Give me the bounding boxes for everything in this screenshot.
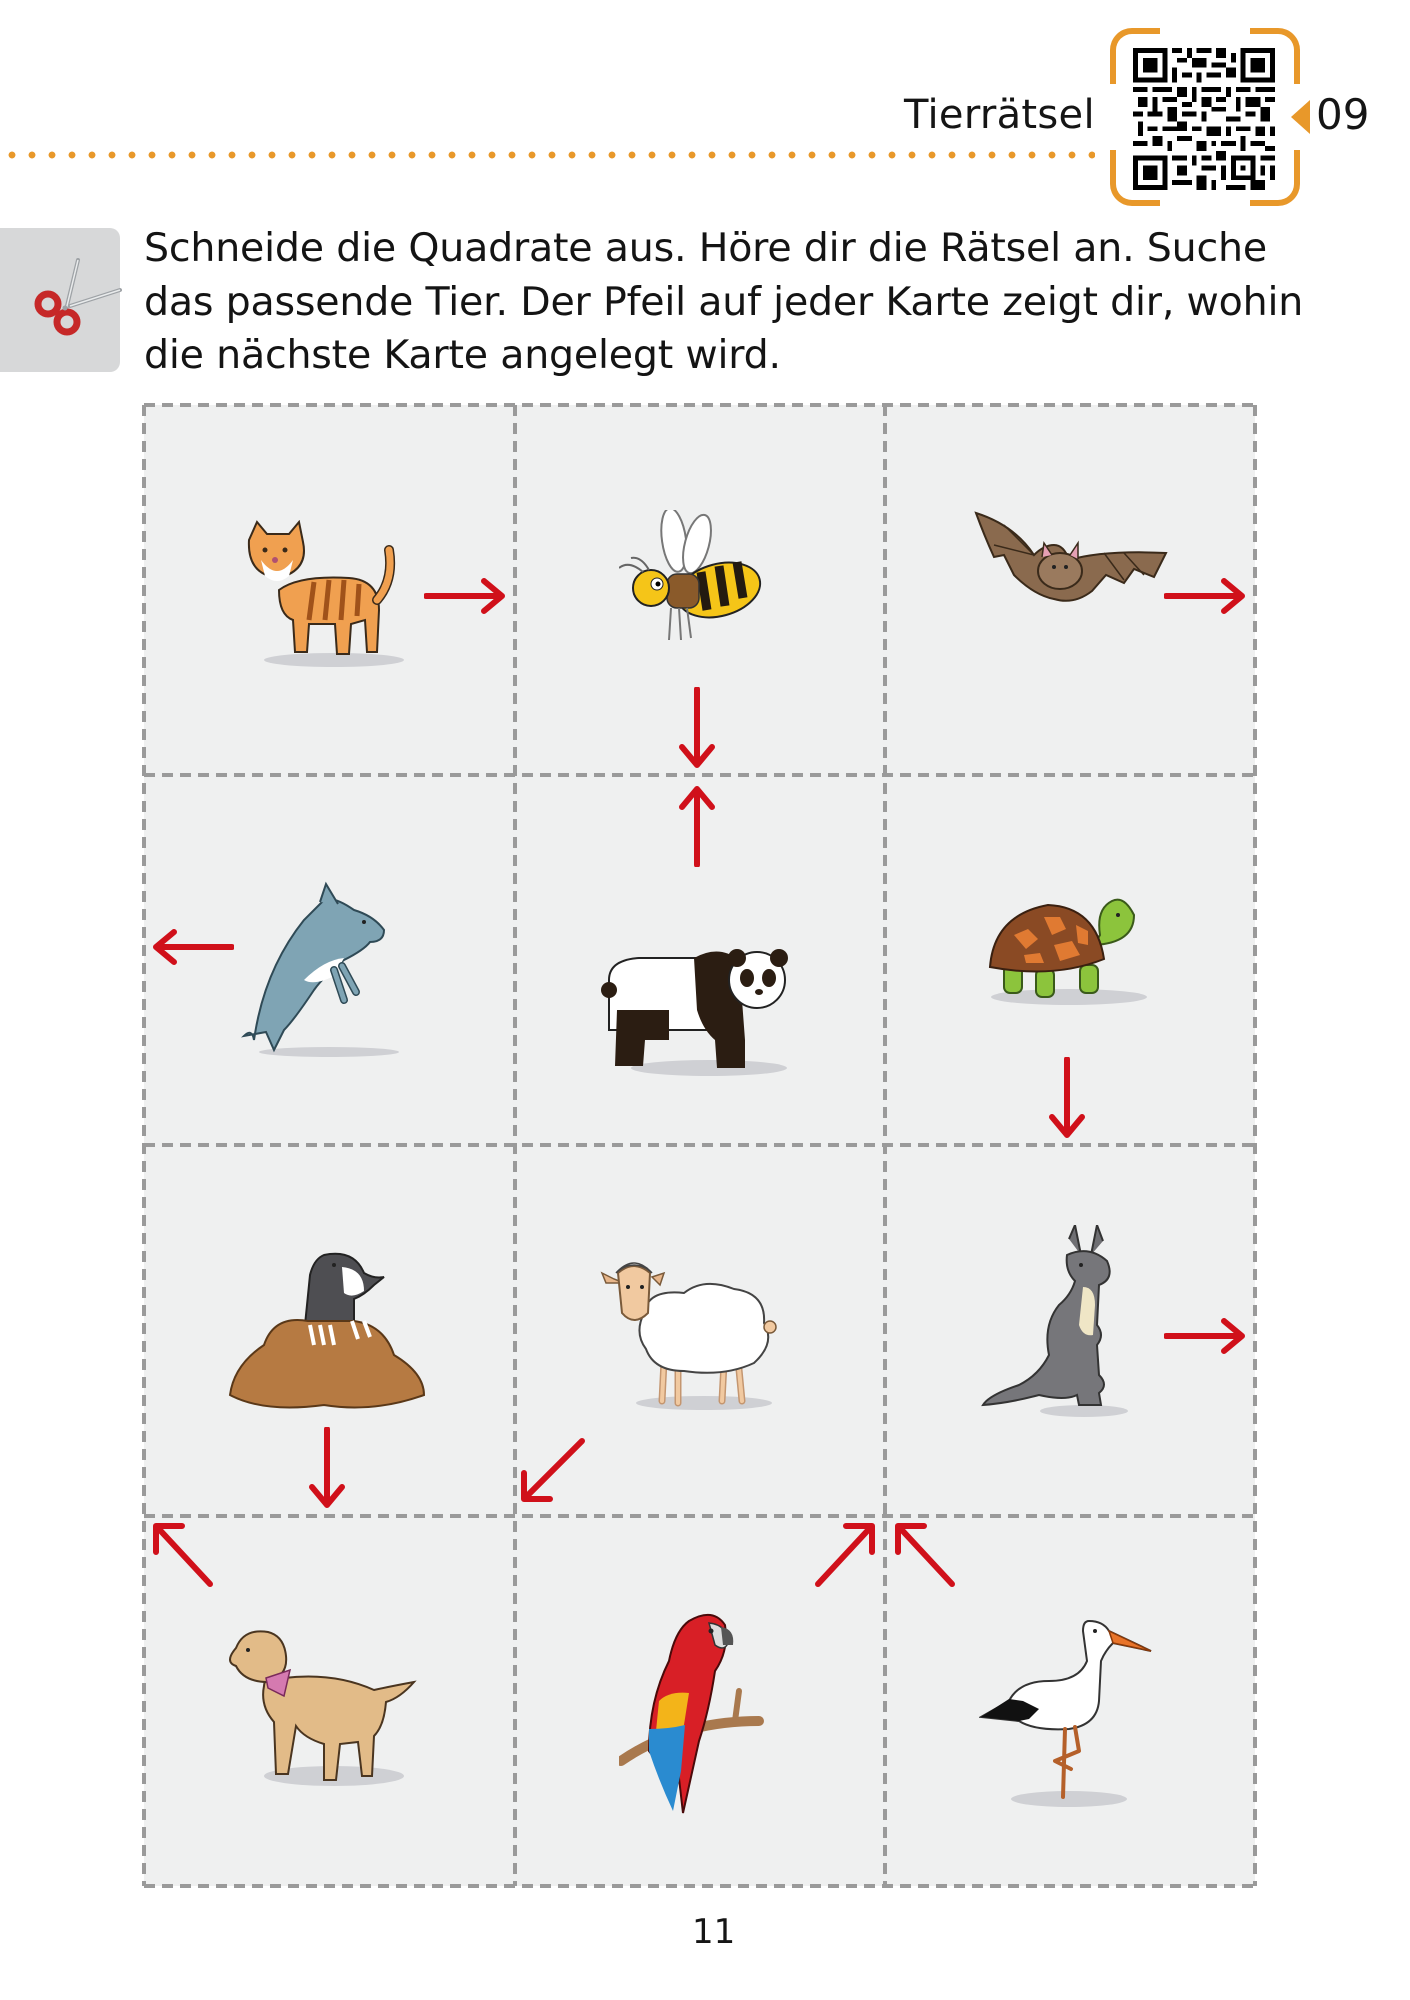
arrow-up-left-icon	[890, 1520, 960, 1590]
qr-code-icon	[1132, 48, 1276, 190]
header-dotted-rule	[0, 150, 1095, 160]
card-kangaroo[interactable]	[884, 1145, 1254, 1515]
card-bat[interactable]	[884, 405, 1254, 775]
arrow-up-icon	[677, 785, 717, 867]
card-grid	[144, 405, 1255, 1886]
arrow-right-icon	[424, 577, 508, 615]
card-sheep[interactable]	[514, 1145, 884, 1515]
parrot-icon	[619, 1601, 769, 1821]
instruction-line: die nächste Karte angelegt wird.	[144, 332, 781, 378]
card-dog[interactable]	[144, 1516, 514, 1886]
dog-icon	[224, 1626, 424, 1796]
arrow-up-left-icon	[148, 1520, 218, 1590]
card-bee[interactable]	[514, 405, 884, 775]
instruction-line: Schneide die Quadrate aus. Höre dir die Rätsel an. Suche	[144, 225, 1267, 271]
card-turtle[interactable]	[884, 775, 1254, 1145]
card-cat[interactable]	[144, 405, 514, 775]
turtle-icon	[984, 895, 1154, 1010]
card-mole[interactable]	[144, 1145, 514, 1515]
mole-icon	[224, 1245, 444, 1415]
stork-icon	[979, 1601, 1159, 1811]
dolphin-icon	[224, 880, 424, 1060]
scissors-icon	[22, 250, 122, 350]
instruction-line: das passende Tier. Der Pfeil auf jeder Karte zeigt dir, wohin	[144, 278, 1304, 325]
qr-code[interactable]	[1110, 28, 1300, 206]
bee-icon	[619, 510, 769, 660]
arrow-down-icon	[307, 1427, 347, 1509]
page-title: Tierrätsel	[904, 92, 1095, 138]
card-stork[interactable]	[884, 1516, 1254, 1886]
arrow-right-icon	[1164, 577, 1248, 615]
card-parrot[interactable]	[514, 1516, 884, 1886]
kangaroo-icon	[979, 1225, 1139, 1425]
arrow-down-icon	[1047, 1057, 1087, 1139]
page-number: 11	[692, 1912, 736, 1952]
bat-icon	[974, 505, 1174, 645]
card-dolphin[interactable]	[144, 775, 514, 1145]
instruction-text	[144, 222, 1304, 383]
arrow-up-right-icon	[810, 1520, 880, 1590]
cat-icon	[239, 520, 409, 670]
track-number: 09	[1316, 90, 1370, 139]
panda-icon	[599, 940, 799, 1080]
sheep-icon	[594, 1253, 784, 1413]
scissors-badge	[0, 228, 120, 372]
arrow-down-icon	[677, 687, 717, 769]
arrow-right-icon	[1164, 1317, 1248, 1355]
play-triangle-icon	[1291, 100, 1310, 134]
card-panda[interactable]	[514, 775, 884, 1145]
arrow-left-icon	[150, 928, 234, 966]
arrow-down-left-icon	[518, 1435, 588, 1505]
